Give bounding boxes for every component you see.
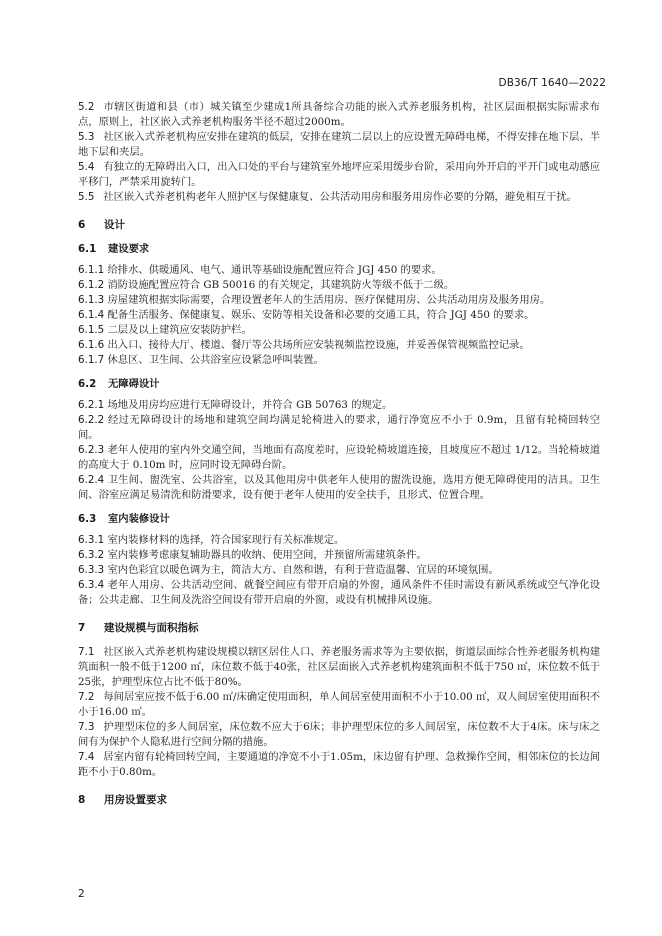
clause-5-5 [78,190,600,205]
chapter-title: 设计 [104,219,125,231]
clause-number: 7.2 [78,691,95,703]
clause-text: 社区嵌入式养老机构老年人照护区与保健康复、公共活动用房和服务用房作必要的分隔，避免相互干扰。 [103,191,577,203]
page-number: 2 [78,888,85,900]
clause-number: 6.1.5 [78,324,105,336]
clause-7-1 [78,645,600,690]
clause-number: 6.1.1 [78,264,105,276]
clause-text: 场地及用房均应进行无障碍设计，并符合 GB 50763 的规定。 [107,399,393,411]
clause-5-2 [78,100,600,130]
clause-6-2-3 [78,443,600,473]
section-title: 室内装修设计 [108,513,170,525]
clause-text: 配备生活服务、保健康复、娱乐、安防等相关设备和必要的交通工具，符合 JGJ 450 的要求。 [107,309,535,321]
clause-6-1-7 [78,353,600,368]
clause-6-1-6 [78,338,600,353]
clause-5-3 [78,130,600,160]
clause-6-1-1 [78,263,600,278]
clause-text: 室内装修考虑康复辅助器具的收纳、使用空间，并预留所需建筑条件。 [107,549,427,561]
clause-number: 6.1.6 [78,339,105,351]
clause-text: 老年人使用的室内外交通空间，当地面有高度差时，应设轮椅坡道连接，且坡度应不超过 1/12。当轮椅坡道的高度大于 0.10m 时，应同时设无障碍台阶。 [78,444,600,471]
clause-6-1-5 [78,323,600,338]
clause-6-3-2 [78,548,600,563]
clause-text: 社区嵌入式养老机构建设规模以辖区居住人口、养老服务需求等为主要依据，街道层面综合性养老服务机构建筑面积一般不低于1200 ㎡，床位数不低于40张，社区层面嵌入式养老机构建筑面积不低于750 ㎡，床位数不低于25张，护理型床位占比不低于80%。 [78,646,600,688]
clause-text: 居室内留有轮椅回转空间，主要通道的净宽不小于1.05m，床边留有护理、急救操作空间，相邻床位的长边间距不小于0.80m。 [78,751,600,778]
clause-text: 给排水、供暖通风、电气、通讯等基础设施配置应符合 JGJ 450 的要求。 [107,264,442,276]
section-6-2-heading [78,377,600,392]
document-body [78,100,600,817]
clause-number: 5.2 [78,101,95,113]
clause-number: 6.3.2 [78,549,105,561]
clause-number: 6.2.2 [78,414,105,426]
section-6-1-heading [78,242,600,257]
clause-number: 7.3 [78,721,95,733]
section-number: 6.3 [78,513,97,525]
chapter-number: 6 [78,219,86,231]
clause-text: 老年人用房、公共活动空间、就餐空间应有带开启扇的外窗，通风条件不佳时需设有新风系统或空气净化设备；公共走廊、卫生间及洗浴空间设有带开启扇的外窗，或设有机械排风设施。 [78,579,601,606]
clause-5-4 [78,160,600,190]
clause-number: 6.1.2 [78,279,105,291]
clause-text: 社区嵌入式养老机构应安排在建筑的低层，安排在建筑二层以上的应设置无障碍电梯，不得安排在地下层、半地下层和夹层。 [78,131,600,158]
clause-7-2 [78,690,600,720]
chapter-number: 8 [78,794,86,806]
clause-text: 经过无障碍设计的场地和建筑空间均满足轮椅进入的要求，通行净宽应不小于 0.9m，且留有轮椅回转空间。 [78,414,600,441]
clause-number: 6.3.1 [78,534,105,546]
clause-number: 6.2.4 [78,474,105,486]
clause-text: 市辖区街道和县（市）城关镇至少建成1所具备综合功能的嵌入式养老服务机构，社区层面根据实际需求布点，原则上，社区嵌入式养老机构服务半径不超过2000m。 [78,101,600,128]
clause-text: 室内色彩宜以暖色调为主，简洁大方、自然和谐，有利于营造温馨、宜居的环境氛围。 [107,564,499,576]
section-6-3-heading [78,512,600,527]
clause-6-1-2 [78,278,600,293]
section-title: 无障碍设计 [108,378,160,390]
clause-6-3-3 [78,563,600,578]
clause-6-3-1 [78,533,600,548]
clause-number: 6.1.3 [78,294,105,306]
chapter-8-heading [78,793,600,808]
clause-number: 6.3.3 [78,564,105,576]
clause-number: 5.5 [78,191,95,203]
clause-number: 5.4 [78,161,95,173]
section-number: 6.2 [78,378,97,390]
clause-text: 二层及以上建筑应安装防护栏。 [107,324,252,336]
clause-text: 每间居室应按不低于6.00 ㎡/床确定使用面积，单人间居室使用面积不小于10.00 ㎡，双人间居室使用面积不小于16.00 ㎡。 [78,691,601,718]
clause-6-1-3 [78,293,600,308]
clause-number: 5.3 [78,131,95,143]
chapter-title: 建设规模与面积指标 [104,622,199,634]
clause-6-2-4 [78,473,600,503]
chapter-title: 用房设置要求 [104,794,167,806]
clause-6-2-2 [78,413,600,443]
clause-6-1-4 [78,308,600,323]
clause-7-4 [78,750,600,780]
clause-number: 7.4 [78,751,95,763]
clause-text: 房屋建筑根据实际需要，合理设置老年人的生活用房、医疗保健用房、公共活动用房及服务用房。 [107,294,551,306]
clause-text: 消防设施配置应符合 GB 50016 的有关规定，其建筑防火等级不低于二级。 [107,279,455,291]
clause-text: 出入口、接待大厅、楼道、餐厅等公共场所应安装视频监控设施，并妥善保管视频监控记录。 [107,339,530,351]
clause-6-2-1 [78,398,600,413]
clause-text: 护理型床位的多人间居室，床位数不应大于6床；非护理型床位的多人间居室，床位数不大于4床。床与床之间有为保护个人隐私进行空间分隔的措施。 [78,721,600,748]
clause-text: 卫生间、盥洗室、公共浴室，以及其他用房中供老年人使用的盥洗设施，选用方便无障碍使用的洁具。卫生间、浴室应满足易清洗和防滑要求，设有便于老年人使用的安全扶手，且形式、位置合理。 [78,474,601,501]
clause-text: 室内装修材料的选择，符合国家现行有关标准规定。 [107,534,345,546]
clause-6-3-4 [78,578,600,608]
clause-text: 有独立的无障碍出入口，出入口处的平台与建筑室外地坪应采用缓步台阶，采用向外开启的平开门或电动感应平移门，严禁采用旋转门。 [78,161,600,188]
clause-number: 6.1.4 [78,309,105,321]
section-title: 建设要求 [108,243,150,255]
chapter-number: 7 [78,622,86,634]
chapter-6-heading [78,218,600,233]
clause-number: 7.1 [78,646,95,658]
clause-number: 6.2.1 [78,399,105,411]
clause-number: 6.1.7 [78,354,105,366]
clause-7-3 [78,720,600,750]
clause-number: 6.3.4 [78,579,105,591]
chapter-7-heading [78,621,600,636]
clause-text: 休息区、卫生间、公共浴室应设紧急呼叫装置。 [107,354,324,366]
section-number: 6.1 [78,243,97,255]
clause-number: 6.2.3 [78,444,105,456]
document-code: DB36/T 1640—2022 [498,77,606,89]
